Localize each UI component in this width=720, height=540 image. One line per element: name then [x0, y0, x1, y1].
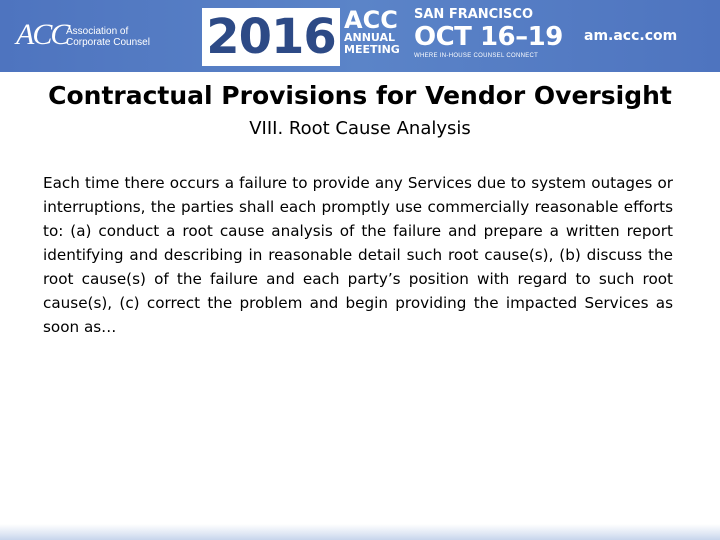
annual-label: ANNUAL [344, 31, 396, 44]
slide-title: Contractual Provisions for Vendor Oversight [48, 81, 672, 110]
acc-logo [16, 16, 166, 56]
event-year: 2016 [206, 9, 336, 65]
event-date-block [414, 8, 564, 68]
event-dates: OCT 16–19 [414, 22, 563, 52]
annual-meeting-label [344, 8, 412, 64]
header-banner [0, 0, 720, 72]
logo-line-2: Corporate Counsel [66, 37, 150, 48]
year-badge [202, 8, 340, 66]
acc-logo-text [66, 26, 150, 48]
website-link[interactable]: am.acc.com [584, 28, 678, 44]
event-city: SAN FRANCISCO [414, 7, 533, 22]
logo-line-1: Association of [66, 26, 129, 37]
slide-subtitle: VIII. Root Cause Analysis [249, 118, 471, 139]
event-tagline: WHERE IN-HOUSE COUNSEL CONNECT [414, 53, 539, 59]
footer-gradient-bar [0, 524, 720, 540]
acc-logo-mark: ACC [16, 18, 69, 51]
slide-body-text: Each time there occurs a failure to provide any Services due to system outages or interruptions, the parties shall each promptly use commercially reasonable efforts to: (a) conduct a root cause analysis of the failure and prepare a written report identifying and describing in reasonable detail such root cause(s), (b) discuss the root cause(s) of the failure and each party’s position with regard to such root cause(s), (c) correct the problem and begin providing the impacted Services as soon as… [43, 174, 673, 336]
acc-label: ACC [344, 6, 398, 34]
meeting-label: MEETING [344, 43, 400, 56]
